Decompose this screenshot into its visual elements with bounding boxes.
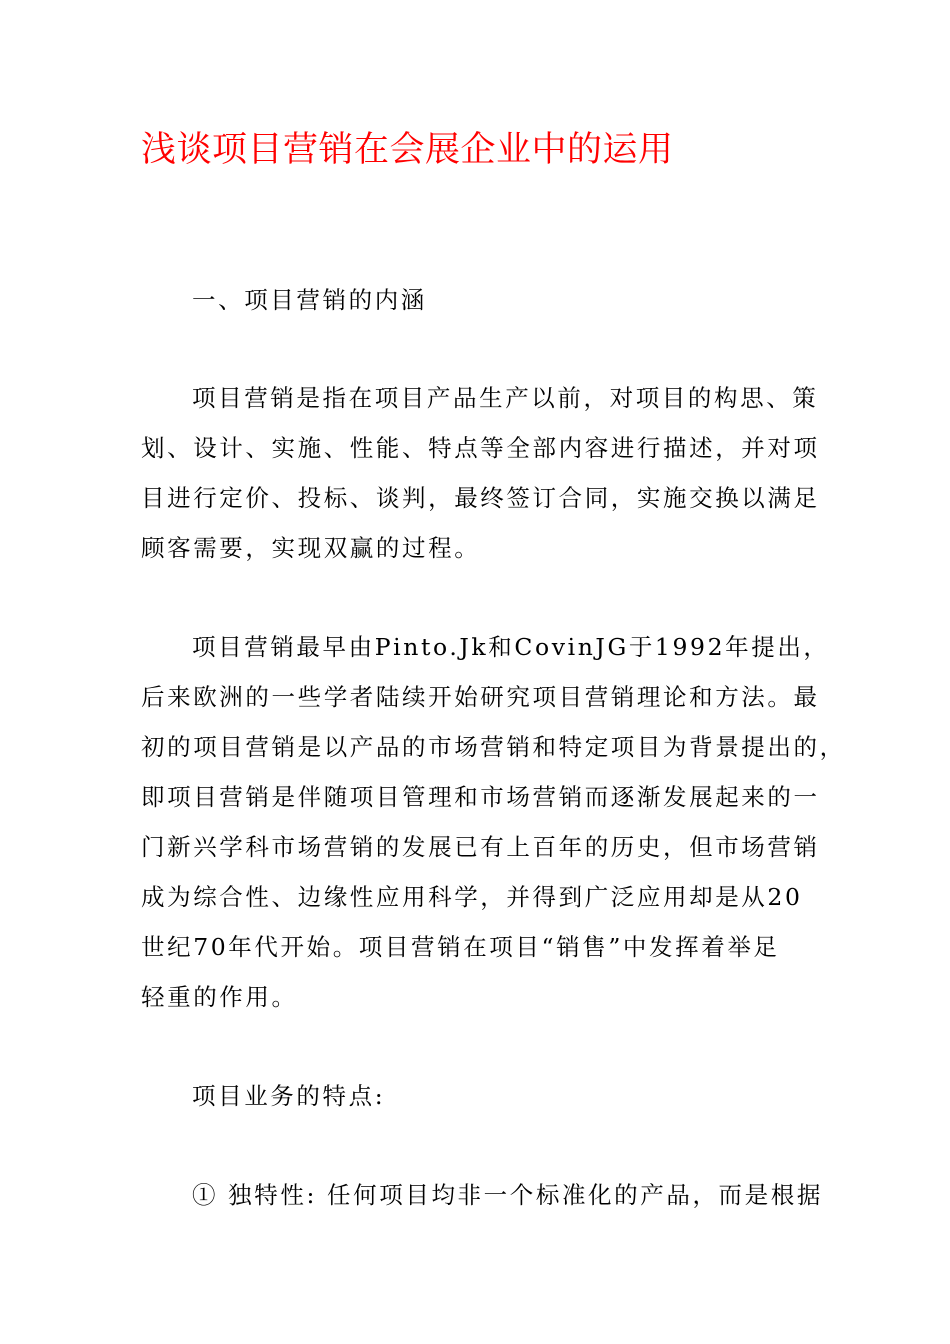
features-heading: 项目业务的特点: [192,1082,386,1110]
paragraph-line: 顾客需要，实现双赢的过程。 [141,534,481,562]
paragraph-line: 初的项目营销是以产品的市场营销和特定项目为背景提出的， [141,733,846,761]
paragraph-line: 项目营销最早由Pinto.Jk和CovinJG于1992年提出， [192,633,830,661]
paragraph-line: 世纪70年代开始。项目营销在项目“销售”中发挥着举足 [141,933,780,961]
paragraph-line: 后来欧洲的一些学者陆续开始研究项目营销理论和方法。最 [141,683,820,711]
paragraph-definition [141,373,831,573]
paragraph-line: 即项目营销是伴随项目管理和市场营销而逐渐发展起来的一 [141,783,820,811]
paragraph-history [141,622,846,1022]
paragraph-line: 目进行定价、投标、谈判，最终签订合同，实施交换以满足 [141,484,820,512]
feature-item-uniqueness: ① 独特性: 任何项目均非一个标准化的产品，而是根据 [192,1181,823,1209]
paragraph-line: 门新兴学科市场营销的发展已有上百年的历史，但市场营销 [141,833,820,861]
paragraph-line: 项目营销是指在项目产品生产以前，对项目的构思、策 [192,384,819,412]
paragraph-line: 成为综合性、边缘性应用科学，并得到广泛应用却是从20 [141,883,803,911]
paragraph-line: 划、设计、实施、性能、特点等全部内容进行描述，并对项 [141,434,820,462]
section-heading: 一、项目营销的内涵 [192,286,427,314]
paragraph-line: 轻重的作用。 [141,983,298,1011]
document-title: 浅谈项目营销在会展企业中的运用 [141,130,674,170]
